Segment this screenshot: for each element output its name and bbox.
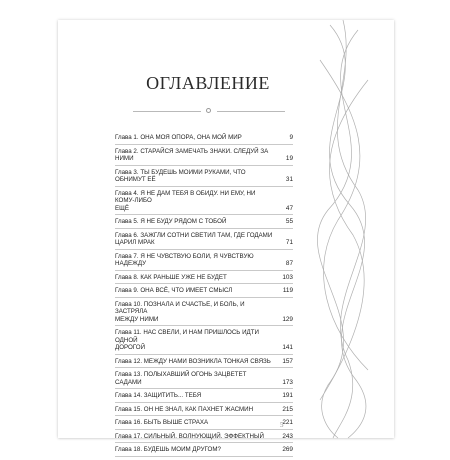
toc-chapter-number: Глава 15. bbox=[115, 405, 143, 413]
toc-rule bbox=[115, 186, 293, 187]
toc-rule bbox=[115, 354, 293, 355]
toc-entry-title bbox=[115, 232, 273, 247]
toc-entry-title bbox=[115, 358, 273, 366]
toc-entry-title bbox=[115, 134, 273, 142]
toc-chapter-title: КАК РАНЬШЕ УЖЕ НЕ БУДЕТ bbox=[140, 273, 227, 281]
toc-page-number: 119 bbox=[282, 287, 293, 294]
toc-entry-title bbox=[115, 253, 273, 268]
toc-chapter-number: Глава 6. bbox=[115, 231, 139, 239]
toc-entry bbox=[115, 358, 293, 366]
toc-entry-title bbox=[115, 406, 273, 414]
toc-page-number: 243 bbox=[282, 432, 293, 440]
toc-chapter-number: Глава 8. bbox=[115, 273, 139, 281]
toc-rule bbox=[115, 249, 293, 250]
toc-entry-title bbox=[115, 329, 273, 352]
toc-entry bbox=[115, 301, 293, 324]
toc-entry bbox=[115, 232, 293, 247]
toc-chapter-title: НАС СВЕЛИ, И НАМ ПРИШЛОСЬ ИДТИ ОДНОЙ ДОРОГОЙ bbox=[115, 329, 259, 351]
toc-chapter-title: ОН НЕ ЗНАЛ, КАК ПАХНЕТ ЖАСМИН bbox=[143, 405, 254, 413]
toc-page-number: 141 bbox=[282, 344, 293, 351]
toc-rule bbox=[115, 283, 293, 284]
toc-entry bbox=[115, 134, 293, 142]
toc-page-number: 221 bbox=[282, 419, 293, 426]
toc-rule bbox=[115, 297, 293, 298]
toc-chapter-title: БЫТЬ ВЫШЕ СТРАХА bbox=[143, 419, 209, 426]
toc-entry-title bbox=[115, 218, 273, 226]
toc-chapter-title: ПОЛЫХАВШИЙ ОГОНЬ ЗАЦВЕТЕТ САДАМИ bbox=[115, 371, 247, 386]
toc-rule bbox=[115, 442, 293, 443]
toc-chapter-title: ПОЗНАЛА И СЧАСТЬЕ, И БОЛЬ, И ЗАСТРЯЛА МЕЖДУ НИМИ bbox=[115, 300, 245, 323]
toc-rule bbox=[115, 228, 293, 229]
toc-entry-title bbox=[115, 148, 273, 163]
toc-chapter-title: Я НЕ ЧУВСТВУЮ БОЛИ, Я ЧУВСТВУЮ НАДЕЖДУ bbox=[115, 252, 254, 267]
toc-entry bbox=[115, 371, 293, 386]
toc-chapter-title: ТЫ БУДЕШЬ МОИМИ РУКАМИ, ЧТО ОБНИМУТ ЕЁ bbox=[115, 168, 246, 183]
toc-chapter-number: Глава 7. bbox=[115, 252, 139, 260]
toc-entry bbox=[115, 446, 293, 454]
toc-rule bbox=[115, 325, 293, 326]
toc-page-number: 31 bbox=[285, 176, 293, 183]
toc-chapter-number: Глава 5. bbox=[115, 218, 139, 225]
toc-chapter-number: Глава 13. bbox=[115, 371, 143, 378]
toc-page-number: 157 bbox=[282, 357, 293, 365]
toc-page-number: 19 bbox=[285, 155, 293, 162]
toc-entry bbox=[115, 218, 293, 226]
toc-rule bbox=[115, 402, 293, 403]
toc-chapter-title: СТАРАЙСЯ ЗАМЕЧАТЬ ЗНАКИ. СЛЕДУЙ ЗА НИМИ bbox=[115, 147, 269, 162]
toc-page-number: 129 bbox=[282, 315, 293, 323]
book-page bbox=[58, 20, 394, 453]
toc-entry-title bbox=[115, 190, 273, 213]
toc-chapter-title: Я НЕ ДАМ ТЕБЯ В ОБИДУ. НИ ЕМУ, НИ КОМУ-ЛИБО ЕЩЁ bbox=[115, 189, 256, 212]
toc-chapter-title: ОНА ВСЁ, ЧТО ИМЕЕТ СМЫСЛ bbox=[140, 287, 233, 294]
toc-chapter-number: Глава 14. bbox=[115, 392, 143, 399]
toc-entry-title bbox=[115, 419, 273, 427]
toc-chapter-title: Я НЕ БУДУ РЯДОМ С ТОБОЙ bbox=[140, 218, 227, 225]
toc-entry-title bbox=[115, 392, 273, 400]
toc-chapter-number: Глава 2. bbox=[115, 147, 139, 155]
toc-entry bbox=[115, 148, 293, 163]
toc-page-number: 269 bbox=[282, 446, 293, 453]
toc-page-number: 71 bbox=[285, 239, 293, 246]
toc-chapter-title: ЗАЩИТИТЬ... ТЕБЯ bbox=[143, 392, 202, 399]
toc-entry-title bbox=[115, 371, 273, 386]
toc-rule bbox=[115, 388, 293, 389]
toc-page-number: 55 bbox=[285, 218, 293, 225]
toc-chapter-number: Глава 9. bbox=[115, 287, 139, 294]
toc-chapter-title: МЕЖДУ НАМИ ВОЗНИКЛА ТОНКАЯ СВЯЗЬ bbox=[143, 357, 271, 365]
toc-entry-title bbox=[115, 446, 273, 454]
toc-rule bbox=[115, 456, 293, 457]
toc-page-number: 173 bbox=[282, 378, 293, 386]
toc-entry-title bbox=[115, 169, 273, 184]
toc-entry-title bbox=[115, 301, 273, 324]
page-number: 5 bbox=[280, 421, 284, 429]
toc-rule bbox=[115, 270, 293, 271]
toc-entry bbox=[115, 274, 293, 282]
toc-entry-title bbox=[115, 433, 273, 441]
toc-entry bbox=[115, 406, 293, 414]
toc-entry bbox=[115, 287, 293, 295]
toc-chapter-title: ЗАЖГЛИ СОТНИ СВЕТИЛ ТАМ, ГДЕ ГОДАМИ ЦАРИЛ МРАК bbox=[115, 231, 273, 246]
title-divider bbox=[133, 108, 285, 114]
toc-page-number: 87 bbox=[285, 260, 293, 267]
toc-entry-title bbox=[115, 274, 273, 282]
toc-entry bbox=[115, 433, 293, 441]
toc-chapter-title: ОНА МОЯ ОПОРА, ОНА МОЙ МИР bbox=[140, 134, 242, 141]
toc-chapter-title: БУДЕШЬ МОИМ ДРУГОМ? bbox=[143, 446, 221, 453]
toc-chapter-number: Глава 4. bbox=[115, 189, 139, 197]
toc-page-number: 191 bbox=[282, 392, 293, 399]
toc-chapter-number: Глава 12. bbox=[115, 357, 143, 365]
toc-chapter-number: Глава 3. bbox=[115, 168, 139, 176]
toc-page-number: 103 bbox=[282, 273, 293, 281]
toc-rule bbox=[115, 214, 293, 215]
toc-entry bbox=[115, 190, 293, 213]
toc-chapter-number: Глава 17. bbox=[115, 432, 143, 440]
table-of-contents bbox=[115, 134, 293, 460]
toc-chapter-number: Глава 16. bbox=[115, 419, 143, 426]
toc-chapter-number: Глава 10. bbox=[115, 300, 143, 308]
toc-rule bbox=[115, 415, 293, 416]
toc-chapter-title: СИЛЬНЫЙ. ВОЛНУЮЩИЙ. ЭФФЕКТНЫЙ bbox=[143, 432, 264, 440]
toc-entry bbox=[115, 169, 293, 184]
toc-entry bbox=[115, 253, 293, 268]
toc-entry-title bbox=[115, 287, 273, 295]
toc-rule bbox=[115, 165, 293, 166]
toc-page-number: 9 bbox=[289, 134, 293, 141]
toc-chapter-number: Глава 11. bbox=[115, 329, 142, 336]
toc-chapter-number: Глава 18. bbox=[115, 446, 143, 453]
toc-chapter-number: Глава 1. bbox=[115, 134, 139, 141]
toc-rule bbox=[115, 144, 293, 145]
page-title: ОГЛАВЛЕНИЕ bbox=[146, 73, 270, 93]
toc-rule bbox=[115, 429, 293, 430]
toc-rule bbox=[115, 367, 293, 368]
toc-entry bbox=[115, 419, 293, 427]
toc-entry bbox=[115, 329, 293, 352]
toc-page-number: 215 bbox=[282, 405, 293, 413]
toc-entry bbox=[115, 392, 293, 400]
toc-page-number: 47 bbox=[285, 204, 293, 212]
